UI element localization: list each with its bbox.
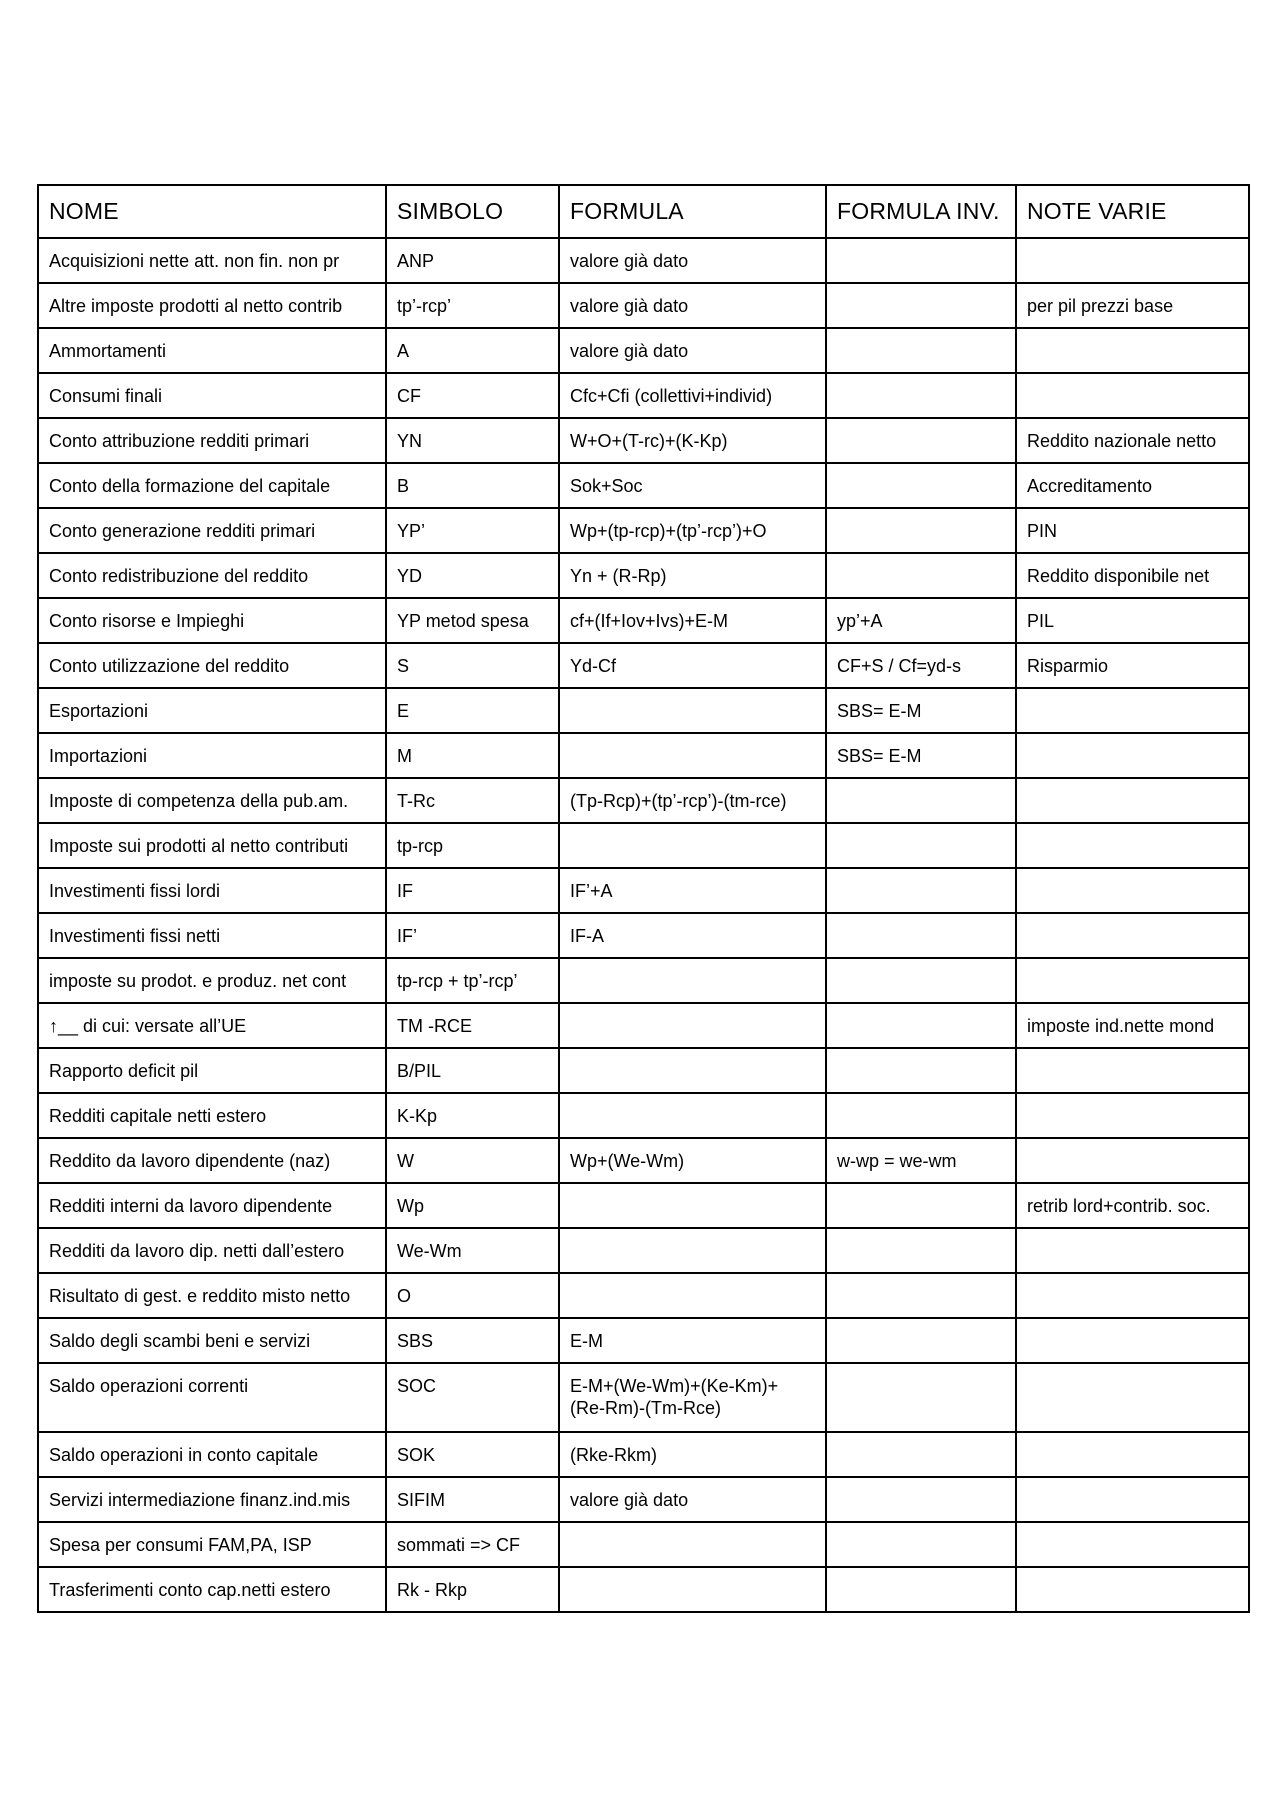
cell-note: Reddito disponibile net xyxy=(1016,553,1249,598)
cell-simbolo: TM -RCE xyxy=(386,1003,559,1048)
cell-formula xyxy=(559,958,826,1003)
table-row xyxy=(38,1138,1249,1183)
cell-formula-inv xyxy=(826,1228,1016,1273)
header-note-varie: NOTE VARIE xyxy=(1016,185,1249,238)
cell-formula-inv xyxy=(826,1522,1016,1567)
cell-formula xyxy=(559,688,826,733)
cell-nome: Saldo operazioni correnti xyxy=(38,1363,386,1432)
cell-simbolo: S xyxy=(386,643,559,688)
cell-nome: Ammortamenti xyxy=(38,328,386,373)
cell-simbolo: K-Kp xyxy=(386,1093,559,1138)
cell-formula xyxy=(559,1093,826,1138)
cell-simbolo: B xyxy=(386,463,559,508)
table-row xyxy=(38,1477,1249,1522)
cell-simbolo: sommati => CF xyxy=(386,1522,559,1567)
cell-simbolo: IF’ xyxy=(386,913,559,958)
cell-nome: Consumi finali xyxy=(38,373,386,418)
cell-formula-inv xyxy=(826,1318,1016,1363)
cell-formula: Cfc+Cfi (collettivi+individ) xyxy=(559,373,826,418)
cell-note xyxy=(1016,1138,1249,1183)
cell-note xyxy=(1016,868,1249,913)
cell-formula-inv xyxy=(826,1477,1016,1522)
cell-simbolo: tp-rcp xyxy=(386,823,559,868)
cell-nome: Conto utilizzazione del reddito xyxy=(38,643,386,688)
cell-formula xyxy=(559,1228,826,1273)
cell-nome: Conto della formazione del capitale xyxy=(38,463,386,508)
cell-simbolo: CF xyxy=(386,373,559,418)
cell-note xyxy=(1016,1228,1249,1273)
cell-formula: Wp+(tp-rcp)+(tp’-rcp’)+O xyxy=(559,508,826,553)
table-row xyxy=(38,1228,1249,1273)
header-formula: FORMULA xyxy=(559,185,826,238)
table-row xyxy=(38,1363,1249,1432)
table-row xyxy=(38,373,1249,418)
cell-note: PIL xyxy=(1016,598,1249,643)
cell-simbolo: SOC xyxy=(386,1363,559,1432)
cell-formula-inv: CF+S / Cf=yd-s xyxy=(826,643,1016,688)
cell-note xyxy=(1016,1432,1249,1477)
cell-nome: Altre imposte prodotti al netto contrib xyxy=(38,283,386,328)
cell-formula: Yn + (R-Rp) xyxy=(559,553,826,598)
cell-simbolo: SOK xyxy=(386,1432,559,1477)
table-body xyxy=(38,238,1249,1612)
header-nome: NOME xyxy=(38,185,386,238)
table-row xyxy=(38,733,1249,778)
cell-formula-inv xyxy=(826,1567,1016,1612)
cell-note xyxy=(1016,373,1249,418)
table-row xyxy=(38,1003,1249,1048)
cell-note xyxy=(1016,1093,1249,1138)
cell-formula-inv xyxy=(826,1432,1016,1477)
table-row xyxy=(38,688,1249,733)
cell-note xyxy=(1016,1318,1249,1363)
cell-formula: valore già dato xyxy=(559,328,826,373)
cell-nome: Saldo degli scambi beni e servizi xyxy=(38,1318,386,1363)
cell-note xyxy=(1016,913,1249,958)
cell-note xyxy=(1016,1477,1249,1522)
cell-formula-inv xyxy=(826,328,1016,373)
cell-nome: Saldo operazioni in conto capitale xyxy=(38,1432,386,1477)
cell-simbolo: YD xyxy=(386,553,559,598)
table-row xyxy=(38,778,1249,823)
table-row xyxy=(38,1048,1249,1093)
cell-simbolo: YP’ xyxy=(386,508,559,553)
cell-nome: Rapporto deficit pil xyxy=(38,1048,386,1093)
cell-note: imposte ind.nette mond xyxy=(1016,1003,1249,1048)
cell-formula-inv: w-wp = we-wm xyxy=(826,1138,1016,1183)
cell-formula: E-M xyxy=(559,1318,826,1363)
cell-formula: Yd-Cf xyxy=(559,643,826,688)
cell-simbolo: W xyxy=(386,1138,559,1183)
cell-simbolo: IF xyxy=(386,868,559,913)
table-row xyxy=(38,418,1249,463)
cell-note xyxy=(1016,238,1249,283)
table-row xyxy=(38,1093,1249,1138)
cell-formula: Wp+(We-Wm) xyxy=(559,1138,826,1183)
table-row xyxy=(38,553,1249,598)
cell-formula-inv xyxy=(826,1183,1016,1228)
cell-formula-inv xyxy=(826,283,1016,328)
cell-formula-inv xyxy=(826,1363,1016,1432)
cell-formula-inv xyxy=(826,463,1016,508)
header-simbolo: SIMBOLO xyxy=(386,185,559,238)
cell-nome: Redditi interni da lavoro dipendente xyxy=(38,1183,386,1228)
cell-formula xyxy=(559,1048,826,1093)
table-row xyxy=(38,1183,1249,1228)
cell-nome: Trasferimenti conto cap.netti estero xyxy=(38,1567,386,1612)
cell-note xyxy=(1016,328,1249,373)
table-row xyxy=(38,1273,1249,1318)
cell-formula-inv xyxy=(826,1048,1016,1093)
cell-nome: Investimenti fissi netti xyxy=(38,913,386,958)
cell-nome: Redditi capitale netti estero xyxy=(38,1093,386,1138)
cell-formula: E-M+(We-Wm)+(Ke-Km)+ (Re-Rm)-(Tm-Rce) xyxy=(559,1363,826,1432)
cell-formula-inv xyxy=(826,1273,1016,1318)
cell-nome: Spesa per consumi FAM,PA, ISP xyxy=(38,1522,386,1567)
cell-formula xyxy=(559,1273,826,1318)
cell-note xyxy=(1016,1363,1249,1432)
cell-formula-inv xyxy=(826,1003,1016,1048)
cell-nome: Acquisizioni nette att. non fin. non pr xyxy=(38,238,386,283)
cell-formula-inv xyxy=(826,553,1016,598)
cell-formula: cf+(If+Iov+Ivs)+E-M xyxy=(559,598,826,643)
cell-formula-inv xyxy=(826,508,1016,553)
cell-formula-inv xyxy=(826,418,1016,463)
table-row xyxy=(38,1522,1249,1567)
cell-note xyxy=(1016,688,1249,733)
table-row xyxy=(38,643,1249,688)
cell-formula-inv: SBS= E-M xyxy=(826,688,1016,733)
cell-note xyxy=(1016,733,1249,778)
cell-note: Accreditamento xyxy=(1016,463,1249,508)
cell-simbolo: O xyxy=(386,1273,559,1318)
cell-note: per pil prezzi base xyxy=(1016,283,1249,328)
cell-formula xyxy=(559,1183,826,1228)
cell-formula: Sok+Soc xyxy=(559,463,826,508)
cell-nome: Conto attribuzione redditi primari xyxy=(38,418,386,463)
cell-nome: imposte su prodot. e produz. net cont xyxy=(38,958,386,1003)
cell-formula xyxy=(559,1522,826,1567)
cell-formula: valore già dato xyxy=(559,1477,826,1522)
table-row xyxy=(38,913,1249,958)
cell-simbolo: T-Rc xyxy=(386,778,559,823)
cell-formula-inv xyxy=(826,913,1016,958)
cell-simbolo: YN xyxy=(386,418,559,463)
cell-nome: Conto redistribuzione del reddito xyxy=(38,553,386,598)
cell-note xyxy=(1016,778,1249,823)
table-row xyxy=(38,1567,1249,1612)
document-sheet xyxy=(37,184,1248,1613)
cell-simbolo: SBS xyxy=(386,1318,559,1363)
table-row xyxy=(38,868,1249,913)
cell-nome: Esportazioni xyxy=(38,688,386,733)
table-row xyxy=(38,508,1249,553)
cell-simbolo: A xyxy=(386,328,559,373)
cell-formula: IF-A xyxy=(559,913,826,958)
cell-nome: Servizi intermediazione finanz.ind.mis xyxy=(38,1477,386,1522)
table-row xyxy=(38,1318,1249,1363)
table-row xyxy=(38,823,1249,868)
table-row xyxy=(38,1432,1249,1477)
cell-simbolo: E xyxy=(386,688,559,733)
table-row xyxy=(38,283,1249,328)
cell-formula: (Rke-Rkm) xyxy=(559,1432,826,1477)
cell-simbolo: We-Wm xyxy=(386,1228,559,1273)
cell-note: retrib lord+contrib. soc. xyxy=(1016,1183,1249,1228)
cell-formula-inv xyxy=(826,778,1016,823)
cell-simbolo: tp-rcp + tp’-rcp’ xyxy=(386,958,559,1003)
cell-formula: IF’+A xyxy=(559,868,826,913)
cell-simbolo: ANP xyxy=(386,238,559,283)
cell-formula-inv: yp’+A xyxy=(826,598,1016,643)
cell-note: PIN xyxy=(1016,508,1249,553)
header-formula-inv: FORMULA INV. xyxy=(826,185,1016,238)
table-row xyxy=(38,958,1249,1003)
cell-formula-inv xyxy=(826,1093,1016,1138)
cell-note xyxy=(1016,958,1249,1003)
cell-note xyxy=(1016,1048,1249,1093)
cell-formula: W+O+(T-rc)+(K-Kp) xyxy=(559,418,826,463)
cell-nome: Conto risorse e Impieghi xyxy=(38,598,386,643)
cell-formula-inv xyxy=(826,238,1016,283)
table-row xyxy=(38,328,1249,373)
cell-note xyxy=(1016,823,1249,868)
table-header-row xyxy=(38,185,1249,238)
cell-formula-inv: SBS= E-M xyxy=(826,733,1016,778)
macroeconomics-table xyxy=(37,184,1250,1613)
cell-simbolo: Rk - Rkp xyxy=(386,1567,559,1612)
cell-simbolo: tp’-rcp’ xyxy=(386,283,559,328)
cell-nome: Conto generazione redditi primari xyxy=(38,508,386,553)
cell-nome: Importazioni xyxy=(38,733,386,778)
cell-nome: Imposte di competenza della pub.am. xyxy=(38,778,386,823)
cell-simbolo: M xyxy=(386,733,559,778)
cell-formula: (Tp-Rcp)+(tp’-rcp’)-(tm-rce) xyxy=(559,778,826,823)
table-row xyxy=(38,238,1249,283)
cell-formula: valore già dato xyxy=(559,238,826,283)
table-row xyxy=(38,463,1249,508)
cell-note xyxy=(1016,1273,1249,1318)
cell-formula: valore già dato xyxy=(559,283,826,328)
cell-nome: Investimenti fissi lordi xyxy=(38,868,386,913)
cell-nome: Imposte sui prodotti al netto contributi xyxy=(38,823,386,868)
cell-formula xyxy=(559,823,826,868)
cell-formula-inv xyxy=(826,823,1016,868)
table-row xyxy=(38,598,1249,643)
cell-nome: ↑__ di cui: versate all’UE xyxy=(38,1003,386,1048)
cell-formula-inv xyxy=(826,958,1016,1003)
cell-simbolo: Wp xyxy=(386,1183,559,1228)
cell-formula-inv xyxy=(826,373,1016,418)
cell-formula xyxy=(559,1003,826,1048)
cell-note xyxy=(1016,1567,1249,1612)
cell-simbolo: YP metod spesa xyxy=(386,598,559,643)
cell-simbolo: SIFIM xyxy=(386,1477,559,1522)
cell-note xyxy=(1016,1522,1249,1567)
cell-formula xyxy=(559,1567,826,1612)
cell-simbolo: B/PIL xyxy=(386,1048,559,1093)
cell-note: Reddito nazionale netto xyxy=(1016,418,1249,463)
cell-formula-inv xyxy=(826,868,1016,913)
cell-nome: Redditi da lavoro dip. netti dall’estero xyxy=(38,1228,386,1273)
cell-nome: Risultato di gest. e reddito misto netto xyxy=(38,1273,386,1318)
cell-nome: Reddito da lavoro dipendente (naz) xyxy=(38,1138,386,1183)
cell-note: Risparmio xyxy=(1016,643,1249,688)
cell-formula xyxy=(559,733,826,778)
